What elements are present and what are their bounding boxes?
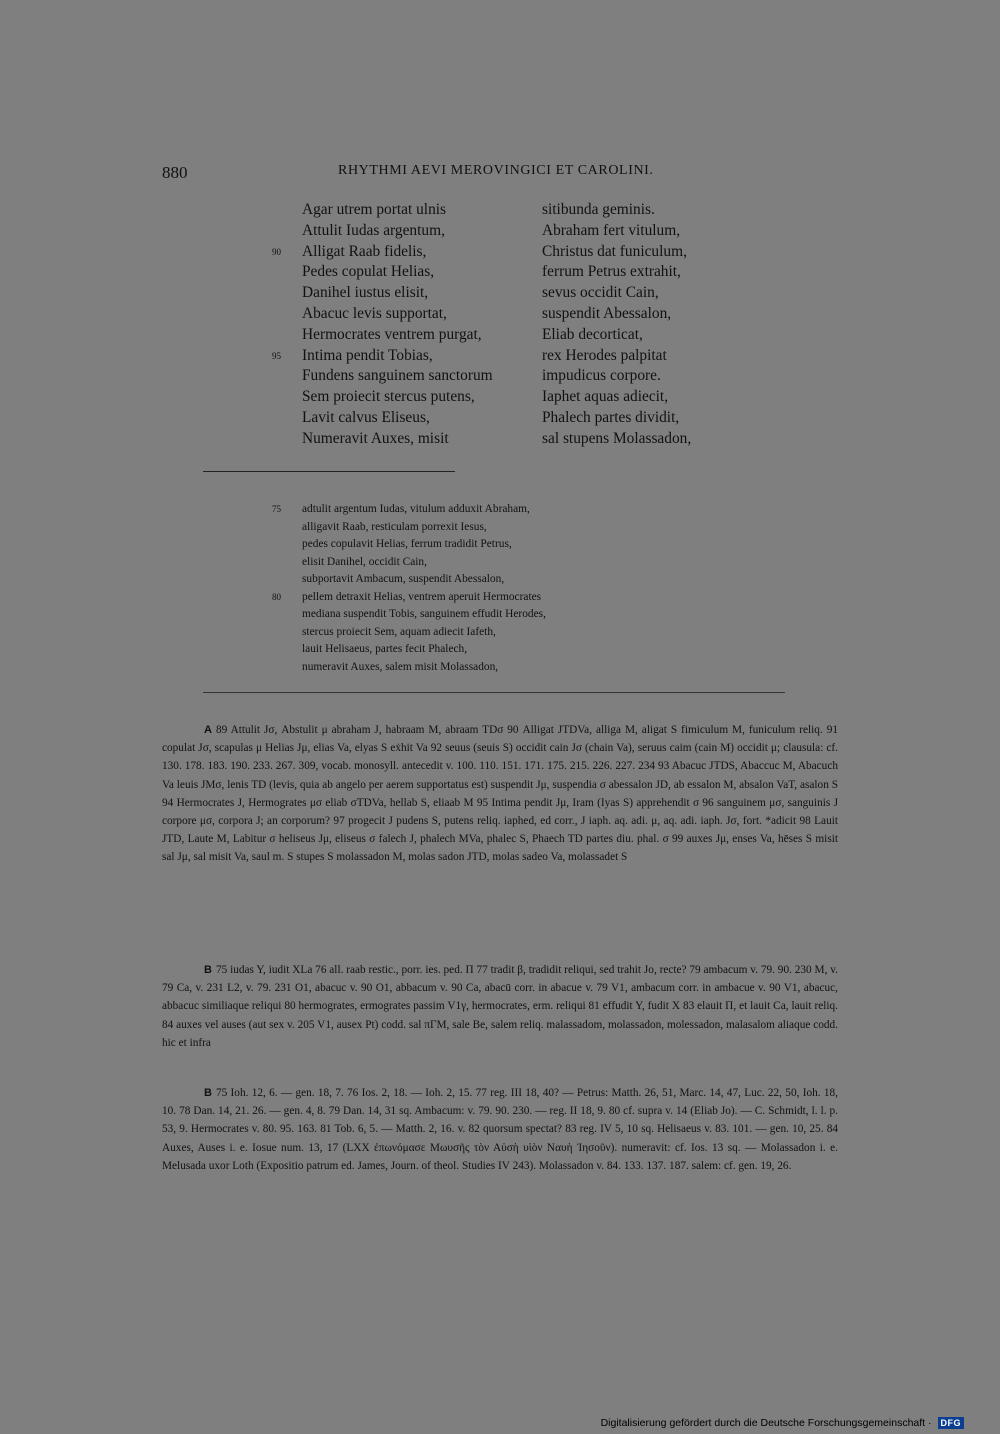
verse-line (272, 387, 742, 408)
verse-second-half: Phalech partes dividit, (542, 408, 680, 426)
verse-line (272, 200, 742, 221)
verse-second-half: sevus occidit Cain, (542, 284, 659, 302)
apparatus-text: 75 Ioh. 12, 6. — gen. 18, 7. 76 Ios. 2, 18. — Ioh. 2, 15. 77 reg. III 18, 40? — Petrus: Matth. 26, 51, Marc. 14, 47, Luc. 22, 50, Ioh. 18, 10. 78 Dan. 14, 21. 26. — gen. 4, 8. 79 Dan. 14, 31 sq. Ambacum: v. 79. 90. 230. — reg. II 18, 9. 80 cf. supra v. 14 (Eliab Jo). — C. Schmidt, l. l. p. 53, 9. Hermocrates v. 80. 95. 163. 81 Tob. 6, 5. — Matth. 2, 16. v. 82 quorsum spectat? 83 reg. IV 5, 10 sq. Helisaeus v. 83. 101. — gen. 10, 25. 84 Auxes, Auses i. e. Iosue num. 13, 17 (LXX ἐπωνόμασε Μωυσῆς τὸν Αὐσὴ υἱὸν Ναυὴ Ἰησοῦν). numeravit: cf. Ios. 13 sq. — Molassadon i. e. Melusada uxor Loth (Expositio patrum ed. James, Journ. of theol. Studies IV 243). Molassadon v. 84. 133. 137. 187. salem: cf. gen. 19, 26. (162, 1087, 838, 1172)
apparatus-text: 89 Attulit Jσ, Abstulit μ abraham J, habraam M, abraam TDσ 90 Alligat JTDVa, alliga M, aligat S fimiculum M, funiculum reliq. 91 copulat Jσ, scapulas μ Helias Jμ, elias Va, elyas S eẋhit Va 92 seuus (seuis S) occidit cain Jσ (chain Va), seruus caim (cain M) occidit μ; clausula: cf. 130. 178. 183. 190. 233. 267. 309, vocab. monosyll. antecedit v. 100. 110. 151. 171. 175. 215. 226. 227. 234 93 Abacuc JTDS, Abaccuc M, Abacuch Va leuis JMσ, lenis TD (levis, quia ab angelo per aerem supportatus est) suspendit Jμ, suspendia σ abessalon JD, ab essalon M, absalon VaT, asalon S 94 Hermocrates J, Hermogrates μσ eliab σTDVa, hellab S, eliaab M 95 Intima pendit Jμ, Iram (Iyas S) apprehendit σ 96 sanguinem μσ, sanguinis J corpore μσ, corpora J; an corporum? 97 progecit J pudens S, putens reliq. iaphed, ed corr., J iaph. aq. adi. μ, aq. adi. iaph. Jσ, fort. *adicit 98 Lauit JTD, Laute M, Labitur σ heliseus Jμ, eliseus σ falech J, phalech MVa, phalec S, Phaech TD partes diu. phal. σ 99 auxes Jμ, enses Va, hēses S misit sal Jμ, sal misit Va, saul m. S stupes S molassadon M, molas sadon JTD, molas sadeo Va, molassadet S (162, 724, 838, 864)
verse-second-half: impudicus corpore. (542, 367, 661, 385)
verse-first-half: Sem proiecit stercus putens, (302, 388, 475, 406)
verse-second-half: suspendit Abessalon, (542, 304, 672, 322)
page-number: 880 (162, 163, 188, 182)
prose-line (272, 519, 792, 537)
verse-first-half: Attulit Iudas argentum, (302, 221, 445, 239)
prose-line (272, 624, 792, 642)
verse-first-half: Intima pendit Tobias, (302, 346, 433, 364)
prose-line (272, 589, 792, 607)
verse-first-half: Hermocrates ventrem purgat, (302, 325, 482, 343)
verse-second-half: Eliab decorticat, (542, 325, 643, 343)
verse-second-half: sal stupens Molassadon, (542, 429, 692, 447)
verse-block (272, 200, 742, 450)
verse-first-half: Numeravit Auxes, misit (302, 429, 449, 447)
prose-text: elisit Danihel, occidit Cain, (302, 555, 427, 568)
verse-first-half: Danihel iustus elisit, (302, 284, 429, 302)
prose-line (272, 571, 792, 589)
verse-line (272, 262, 742, 283)
verse-line (272, 429, 742, 450)
verse-line (272, 366, 742, 387)
prose-line (272, 536, 792, 554)
prose-line (272, 501, 792, 519)
running-head: RHYTHMI AEVI MEROVINGICI ET CAROLINI. (338, 163, 654, 178)
verse-line (272, 408, 742, 429)
verse-second-half: Christus dat funiculum, (542, 242, 687, 260)
verse-line (272, 242, 742, 263)
line-number: 95 (272, 350, 281, 361)
divider (203, 471, 455, 472)
verse-second-half: rex Herodes palpitat (542, 346, 667, 364)
verse-first-half: Pedes copulat Helias, (302, 263, 435, 281)
verse-first-half: Fundens sanguinem sanctorum (302, 367, 493, 385)
verse-second-half: Abraham fert vitulum, (542, 221, 681, 239)
apparatus-label: B (204, 964, 212, 976)
divider (203, 692, 785, 693)
prose-text: alligavit Raab, resticulam porrexit Iesus, (302, 520, 487, 533)
prose-text: stercus proiecit Sem, aquam adiecit Iafeth, (302, 625, 496, 638)
verse-first-half: Alligat Raab fidelis, (302, 242, 427, 260)
verse-line (272, 304, 742, 325)
verse-first-half: Abacuc levis supportat, (302, 304, 447, 322)
footer-text: Digitalisierung gefördert durch die Deutsche Forschungsgemeinschaft · (600, 1417, 932, 1429)
prose-text: subportavit Ambacum, suspendit Abessalon, (302, 573, 505, 585)
prose-line (272, 554, 792, 572)
line-number: 90 (272, 246, 281, 257)
prose-line (272, 641, 792, 659)
apparatus-text: 75 iudas Y, iudit XLa 76 all. raab restic., porr. ies. ped. Π 77 tradit β, tradidit reliqui, sed trahit Jo, recte? 79 ambacum v. 79. 90. 230 M, v. 79 Ca, v. 231 L2, v. 79. 231 O1, abacuc v. 90 O1, abbacum v. 90 Ca, abacū corr. in abacue v. 79 V1, ambacum corr. in ambacue v. 90 V1, abacuc, abbacuc similiaque reliqui 80 hermogrates, ermogrates passim V1γ, hermocrates, erm. reliqui 81 effudit Y, fudit X 83 elauit Π, et lauit Ca, lauit reliq. 84 auxes vel auses (aut sex v. 205 V1, ausex Pt) codd. sal πΓM, sale Be, salem reliq. malassadom, molassadon, molessadon, malasalom aliaque codd. hic et infra (162, 964, 838, 1049)
verse-second-half: sitibunda geminis. (542, 201, 655, 218)
footer (601, 1417, 964, 1429)
apparatus-a (162, 721, 838, 867)
prose-text: lauit Helisaeus, partes fecit Phalech, (302, 643, 468, 655)
line-number: 75 (272, 504, 281, 514)
prose-text: numeravit Auxes, salem misit Molassadon, (302, 660, 499, 673)
apparatus-b (162, 961, 838, 1052)
verse-first-half: Lavit calvus Eliseus, (302, 408, 430, 426)
prose-block (272, 501, 792, 676)
verse-second-half: Iaphet aquas adiecit, (542, 388, 669, 406)
verse-second-half: ferrum Petrus extrahit, (542, 263, 681, 281)
verse-line (272, 283, 742, 304)
apparatus-label: B (204, 1087, 212, 1099)
verse-line (272, 325, 742, 346)
prose-text: pellem detraxit Helias, ventrem aperuit Hermocrates (302, 590, 542, 603)
prose-text: mediana suspendit Tobis, sanguinem effudit Herodes, (302, 608, 546, 620)
dfg-logo: DFG (938, 1417, 965, 1429)
prose-text: adtulit argentum Iudas, vitulum adduxit Abraham, (302, 503, 530, 515)
prose-line (272, 659, 792, 677)
apparatus-sources (162, 1084, 838, 1175)
verse-line (272, 221, 742, 242)
verse-first-half: Agar utrem portat ulnis (302, 201, 447, 218)
prose-text: pedes copulavit Helias, ferrum tradidit Petrus, (302, 538, 512, 550)
prose-line (272, 606, 792, 624)
line-number: 80 (272, 591, 281, 602)
verse-line (272, 346, 742, 367)
apparatus-label: A (204, 724, 212, 736)
